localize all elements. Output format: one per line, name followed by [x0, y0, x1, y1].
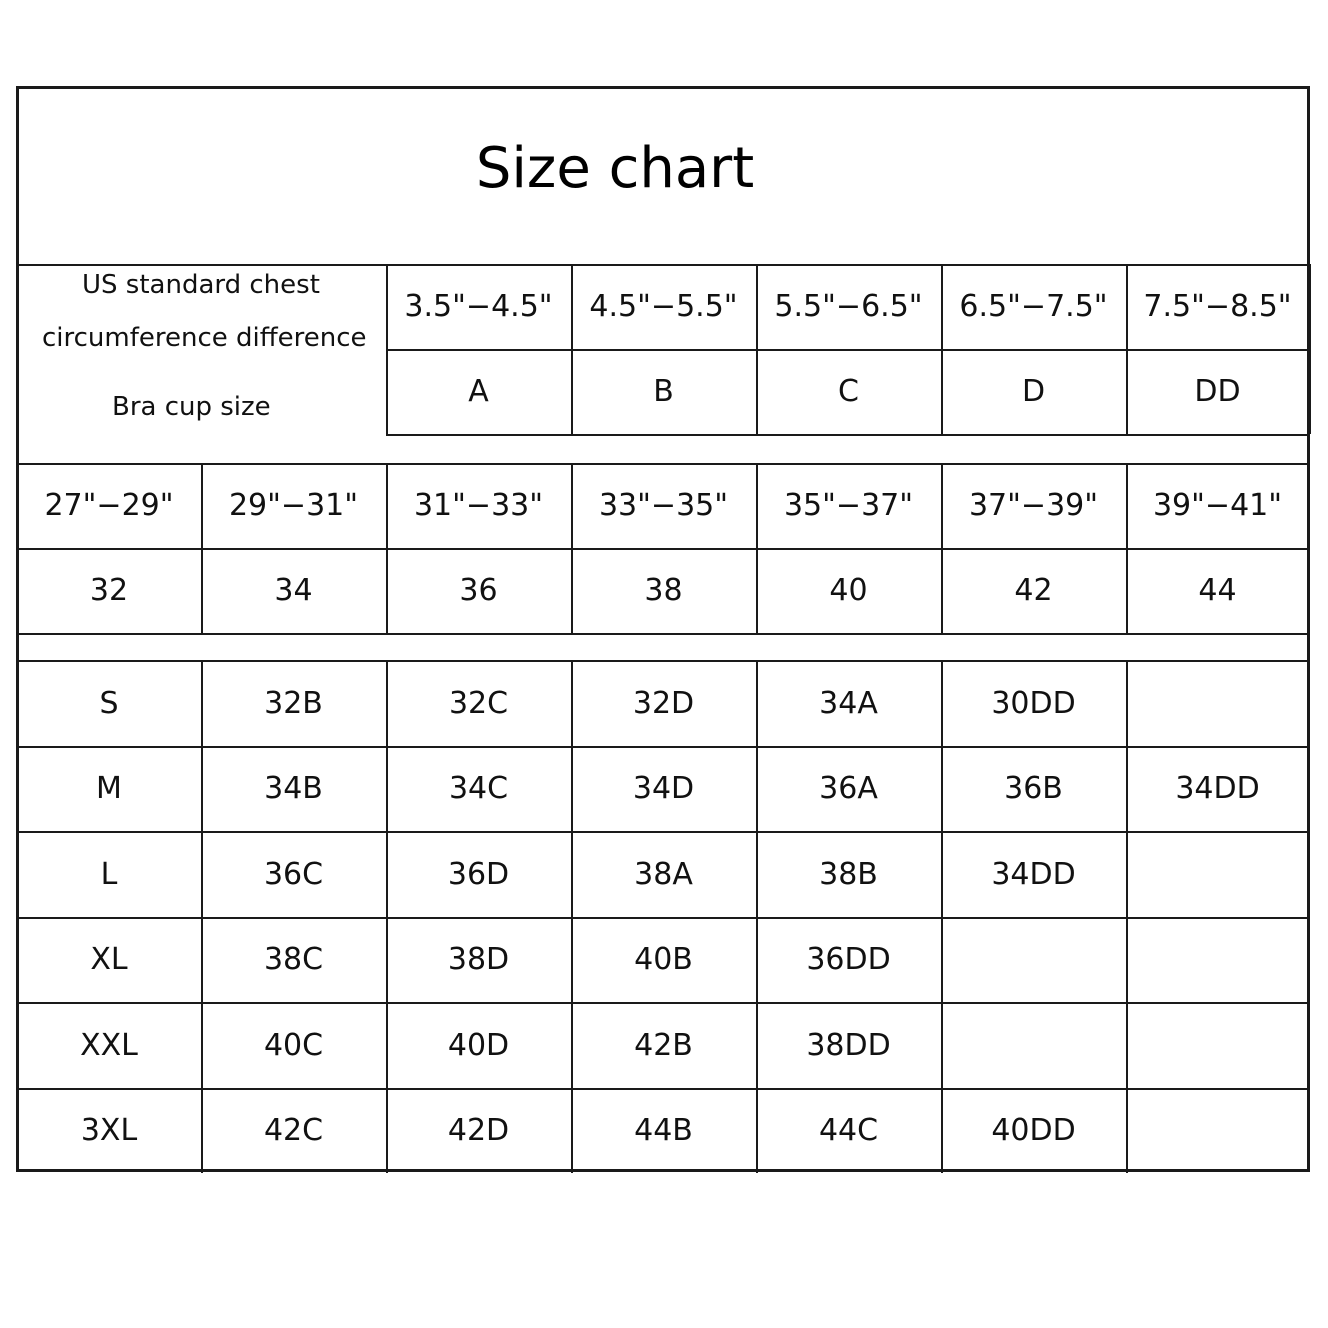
size-value-cell: 34D	[632, 771, 695, 806]
size-value-cell	[1126, 917, 1309, 1002]
band-bottom-border	[17, 633, 1309, 635]
cup-cell: B	[653, 374, 674, 409]
header-col-divider	[1309, 264, 1311, 434]
size-value-cell: 30DD	[991, 685, 1076, 721]
size-value-cell: 44B	[634, 1113, 693, 1148]
difference-cell: 6.5"−7.5"	[959, 289, 1108, 324]
header-bottom-border	[386, 434, 1309, 436]
band-size-cell: 38	[644, 573, 683, 608]
size-value-cell: 34DD	[1175, 771, 1260, 806]
band-range-cell: 37"−39"	[968, 488, 1099, 523]
cup-cell: C	[838, 374, 859, 409]
size-value-cell: 40B	[634, 942, 693, 977]
cup-cell: A	[468, 374, 489, 409]
size-label-cell: S	[99, 685, 119, 721]
band-range-cell: 33"−35"	[598, 488, 729, 523]
band-size-cell: 40	[829, 573, 868, 608]
size-label-cell: 3XL	[80, 1113, 138, 1148]
chart-title: Size chart	[475, 136, 755, 201]
band-size-cell: 36	[459, 573, 498, 608]
size-value-cell: 42D	[447, 1113, 510, 1148]
size-value-cell: 42B	[634, 1027, 693, 1063]
size-value-cell: 34C	[448, 771, 509, 806]
header-label-line3: Bra cup size	[112, 392, 271, 422]
header-label-line1: US standard chest	[82, 270, 320, 300]
size-value-cell: 42C	[263, 1113, 324, 1148]
header-label-line2: circumference difference	[42, 323, 367, 353]
size-value-cell: 38D	[447, 942, 510, 977]
size-value-cell: 40C	[263, 1027, 324, 1063]
size-value-cell: 34DD	[991, 856, 1076, 892]
size-value-cell	[1126, 1002, 1309, 1088]
size-value-cell: 32D	[632, 685, 695, 721]
size-value-cell: 36B	[1004, 771, 1063, 806]
size-label-cell: XXL	[80, 1027, 138, 1063]
size-value-cell: 38B	[819, 856, 878, 892]
difference-cell: 4.5"−5.5"	[589, 289, 738, 324]
size-value-cell	[1126, 1088, 1309, 1173]
band-range-cell: 31"−33"	[413, 488, 544, 523]
difference-cell: 7.5"−8.5"	[1143, 289, 1292, 324]
band-size-cell: 32	[89, 573, 129, 608]
size-value-cell: 40DD	[991, 1113, 1076, 1148]
size-value-cell	[1126, 831, 1309, 917]
size-value-cell	[941, 917, 1126, 1002]
size-value-cell: 38A	[634, 856, 693, 892]
band-size-cell: 34	[274, 573, 313, 608]
size-value-cell: 36A	[819, 771, 878, 806]
size-value-cell: 36D	[447, 856, 510, 892]
size-value-cell: 38C	[263, 942, 324, 977]
band-range-cell: 35"−37"	[783, 488, 914, 523]
band-size-cell: 44	[1198, 573, 1237, 608]
size-value-cell: 40D	[447, 1027, 510, 1063]
band-size-cell: 42	[1014, 573, 1053, 608]
size-label-cell: L	[100, 856, 118, 892]
size-value-cell: 34B	[264, 771, 323, 806]
size-value-cell: 44C	[818, 1113, 879, 1148]
cup-cell: D	[1021, 374, 1046, 409]
size-value-cell: 36DD	[806, 942, 891, 977]
size-value-cell: 32B	[264, 685, 323, 721]
band-range-cell: 27"−29"	[44, 488, 174, 523]
size-value-cell: 34A	[819, 685, 878, 721]
size-value-cell: 36C	[263, 856, 324, 892]
band-range-cell: 39"−41"	[1152, 488, 1283, 523]
band-range-cell: 29"−31"	[228, 488, 359, 523]
difference-cell: 5.5"−6.5"	[774, 289, 923, 324]
size-value-cell	[1126, 660, 1309, 746]
size-value-cell	[941, 1002, 1126, 1088]
size-label-cell: M	[96, 771, 122, 806]
cup-cell: DD	[1194, 374, 1241, 409]
difference-cell: 3.5"−4.5"	[404, 289, 553, 324]
size-value-cell: 38DD	[806, 1027, 891, 1063]
size-value-cell: 32C	[448, 685, 509, 721]
size-label-cell: XL	[90, 942, 128, 977]
